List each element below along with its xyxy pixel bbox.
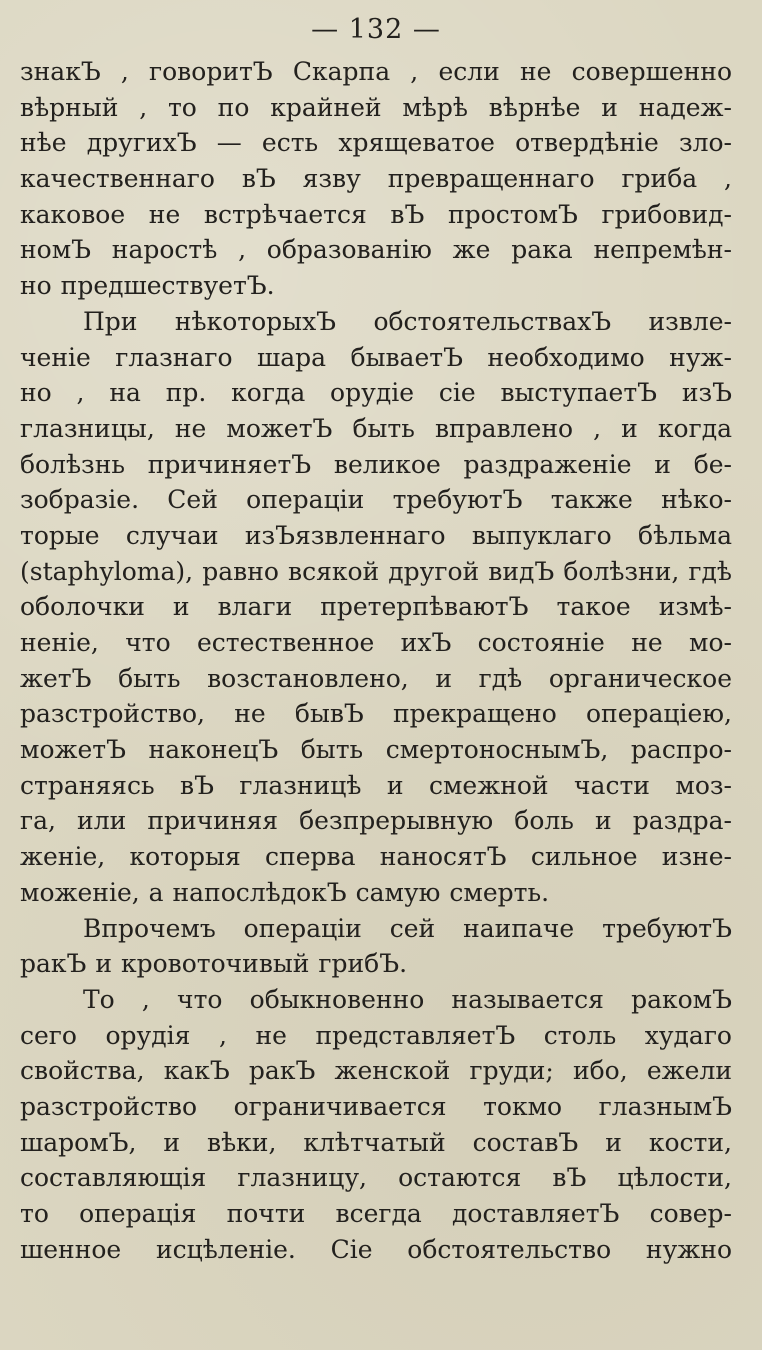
text-line: ченіе глазнаго шара бываетЪ необходимо нуж- [20, 342, 732, 372]
text-line: знакЪ , говоритЪ Скарпа , если не совершенно [20, 57, 732, 86]
text-line: жетЪ быть возстановлено, и гдѣ органическое [20, 663, 732, 693]
text-line: женіе, которыя сперва наносятЪ сильное изне- [20, 842, 732, 872]
text-line: каковое не встрѣчается вЪ простомЪ грибовид- [20, 199, 732, 229]
text-line: нѣе другихЪ — есть хрящеватое отвердѣніе зло- [20, 128, 732, 158]
paragraph-2 [20, 304, 732, 911]
text-line: качественнаго вЪ язву превращеннаго гриба , [20, 164, 732, 194]
text-line: но предшествуетЪ. [20, 271, 275, 301]
text-line: разстройство, не бывЪ прекращено операціею, [20, 699, 732, 729]
paragraph-3 [20, 911, 732, 982]
text-line: свойства, какЪ ракЪ женской груди; ибо, ежели [20, 1056, 732, 1086]
text-line: То , что обыкновенно называется ракомЪ [83, 984, 732, 1014]
text-line: (staphyloma), равно всякой другой видЪ болѣзни, гдѣ [20, 556, 732, 586]
text-line: торые случаи изЪязвленнаго выпуклаго бѣльма [20, 520, 732, 550]
text-line: шенное исцѣленіе. Сіе обстоятельство нужно [20, 1234, 732, 1264]
text-line: составляющія глазницу, остаются вЪ цѣлости, [20, 1163, 732, 1193]
text-line: шаромЪ, и вѣки, клѣтчатый составЪ и кости, [20, 1127, 732, 1157]
text-line: моженіе, а напослѣдокЪ самую смерть. [20, 877, 550, 907]
text-line: можетЪ наконецЪ быть смертоноснымЪ, распро- [20, 735, 732, 765]
text-line: вѣрный , то по крайней мѣрѣ вѣрнѣе и надеж- [20, 92, 732, 122]
text-line: то операція почти всегда доставляетЪ совер- [20, 1199, 732, 1228]
text-line: При нѣкоторыхЪ обстоятельствахЪ извле- [83, 306, 732, 336]
text-line: но , на пр. когда орудіе сіе выступаетЪ изЪ [20, 378, 732, 408]
text-line: сего орудія , не представляетЪ столь худаго [20, 1020, 732, 1050]
text-line: глазницы, не можетЪ быть вправлено , и когда [20, 413, 732, 443]
text-line: Впрочемъ операціи сей наипаче требуютЪ [83, 913, 732, 943]
page-number: — 132 — [311, 14, 441, 45]
text-line: болѣзнь причиняетЪ великое раздраженіе и бе- [20, 449, 732, 479]
text-line: номЪ наростѣ , образованію же рака непремѣн- [20, 235, 732, 265]
paragraph-1 [20, 54, 732, 304]
text-line: га, или причиняя безпрерывную боль и раздра- [20, 806, 732, 836]
text-line: неніе, что естественное ихЪ состояніе не мо- [20, 628, 732, 657]
text-line: оболочки и влаги претерпѣваютЪ такое измѣ- [20, 592, 732, 622]
text-line: разстройство ограничивается токмо глазнымЪ [20, 1091, 732, 1121]
paragraph-4 [20, 982, 732, 1268]
text-line: страняясь вЪ глазницѣ и смежной части моз- [20, 770, 732, 800]
text-line: зобразіе. Сей операціи требуютЪ также нѣко- [20, 485, 732, 515]
text-line: ракЪ и кровоточивый грибЪ. [20, 949, 408, 979]
